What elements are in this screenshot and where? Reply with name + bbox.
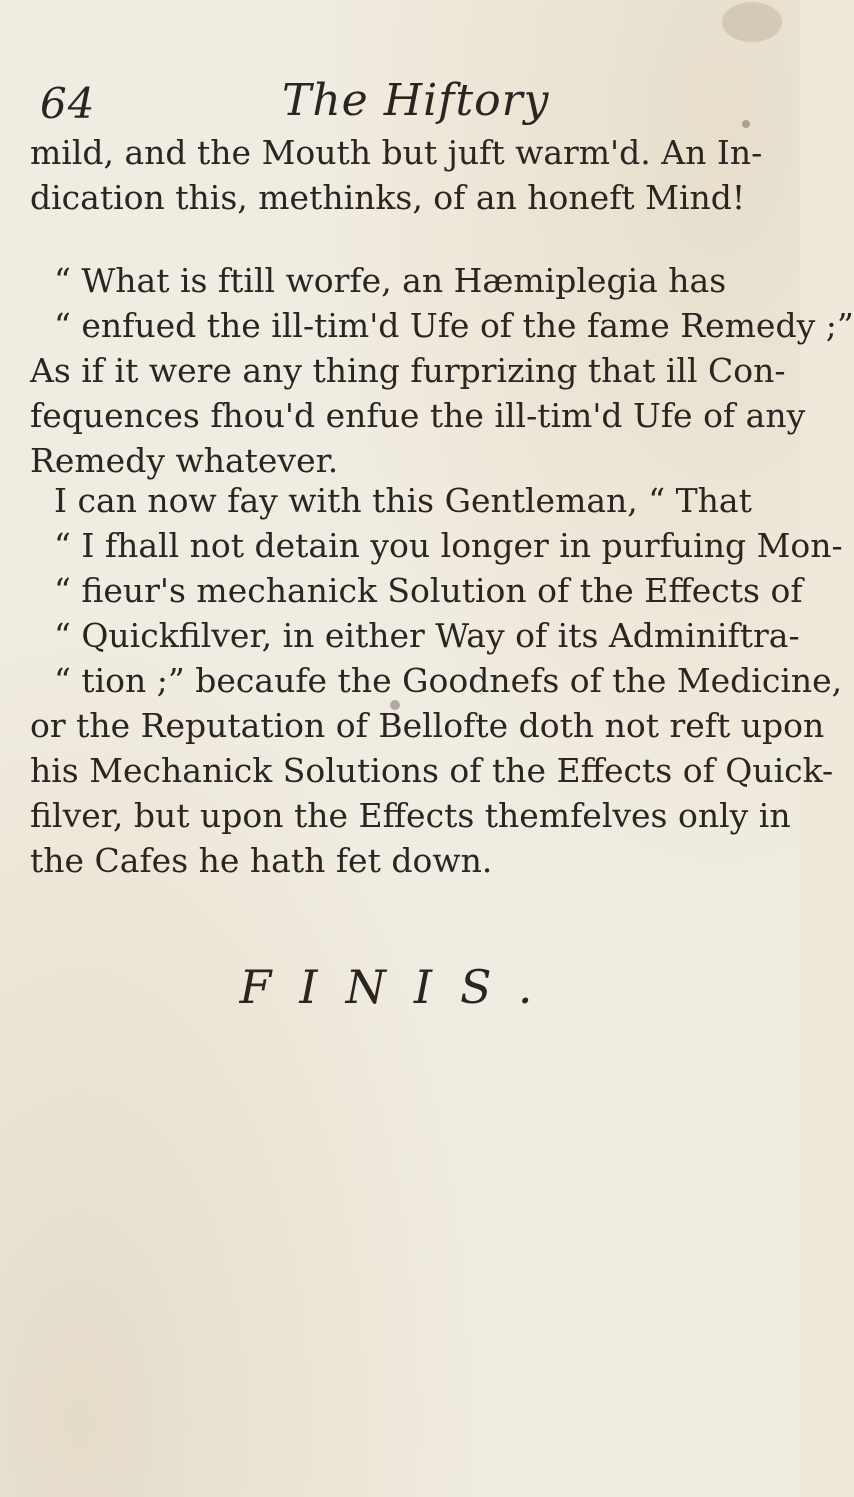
paragraph-3 [30, 478, 843, 883]
text-line: “ fieur's mechanick Solution of the Effects of [54, 571, 803, 610]
text-line: “ What is ftill worfe, an Hæmiplegia has [54, 261, 727, 300]
text-line: As if it were any thing furprizing that ill Con- [30, 351, 786, 390]
text-line: “ enfued the ill-tim'd Ufe of the fame Remedy ;” [54, 306, 854, 345]
text-line: mild, and the Mouth but juft warm'd. An In- [30, 133, 763, 172]
text-line: dication this, methinks, of an honeft Mind! [30, 178, 746, 217]
page-number: 64 [40, 79, 96, 128]
running-title: The Hiftory [282, 75, 550, 126]
text-line: “ Quickfilver, in either Way of its Adminiftra- [54, 616, 800, 655]
text-line: the Cafes he hath fet down. [30, 841, 493, 880]
text-line: his Mechanick Solutions of the Effects of Quick- [30, 751, 834, 790]
paragraph-2 [30, 258, 854, 483]
text-line: or the Reputation of Bellofte doth not reft upon [30, 706, 825, 745]
page-stain [722, 2, 782, 42]
text-line: “ tion ;” becaufe the Goodnefs of the Medicine, [54, 661, 843, 700]
text-line: “ I fhall not detain you longer in purfuing Mon- [54, 526, 843, 565]
finis-heading: FINIS. [239, 960, 561, 1014]
paragraph-1 [30, 130, 765, 220]
ink-speck [742, 120, 750, 128]
page-header [40, 75, 740, 135]
text-line: fequences fhou'd enfue the ill-tim'd Ufe of any [30, 396, 806, 435]
text-line: Remedy whatever. [30, 441, 339, 480]
text-line: filver, but upon the Effects themfelves only in [30, 796, 791, 835]
text-line: I can now fay with this Gentleman, “ That [54, 481, 752, 520]
